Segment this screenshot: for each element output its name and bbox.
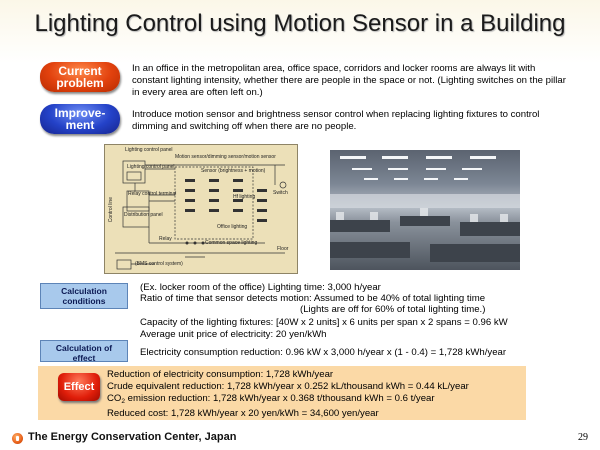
wiring-diagram [104,144,298,274]
diagram-common-space: Common space lighting [205,240,258,246]
ceiling-lights [340,156,496,180]
desks [330,216,520,262]
diagram-control-line: Control line [108,197,114,223]
improvement-label-2: ment [65,118,95,132]
improvement-label-1: Improve- [54,106,106,120]
eccj-logo-icon [12,433,23,444]
diagram-motion-sensor-title: Motion sensor/dimming sensor/motion sensor [175,154,276,160]
office-photo-drawing [330,150,520,270]
effect-line-2: Crude equivalent reduction: 1,728 kWh/year x 0.252 kL/thousand kWh = 0.44 kL/year [107,381,469,392]
calc-cond-label-1: Calculation [61,286,107,296]
effect-lines [107,369,469,420]
improvement-text: Introduce motion sensor and brightness sensor control when replacing lighting fixtures to control dimming and switching off when there are no people. [132,109,540,132]
calc-line-2: Ratio of time that sensor detects motion: Assumed to be 40% of total lighting time [140,293,486,304]
current-problem-text: In an office in the metropolitan area, office space, corridors and locker rooms are always lit with constant lighting intensity, whether there are people in the space or not. (Lighting switches on the pillar in every area are often left on.) [132,63,566,98]
page-number: 29 [578,432,588,443]
diagram-switch: Switch [273,190,288,196]
diagram-relay-terminal: Relay control terminal [128,191,177,197]
diagram-panel-inner: Lighting control panel [127,164,175,170]
effect-line-3 [107,393,469,408]
calc-effect-label-1: Calculation of [55,343,113,353]
diagram-lighting-control-panel: Lighting control panel [125,147,173,153]
calc-effect-text: Electricity consumption reduction: 0.96 kW x 3,000 h/year x (1 - 0.4) = 1,728 kWh/year [140,347,507,358]
effect-line-3b: emission reduction: 1,728 kWh/year x 0.368 t/thousand kWh = 0.6 t/year [125,393,435,404]
footer-org: The Energy Conservation Center, Japan [28,431,237,443]
calc-line-5: Average unit price of electricity: 20 yen/kWh [140,329,327,340]
diagram-office-lighting: Office lighting [217,224,248,230]
calculation-effect-label [40,340,128,362]
calc-cond-label-2: conditions [62,296,106,306]
diagram-sensor-legend: Sensor (brightness + motion) [201,168,266,174]
office-photo [330,150,520,270]
diagram-floor: Floor [277,246,289,252]
calc-line-3: (Lights are off for 60% of total lighting time.) [300,304,486,315]
improvement-badge [40,104,120,134]
effect-line-3-sub: 2 [121,398,126,405]
diagram-relay: Relay [159,236,172,242]
calc-line-1: (Ex. locker room of the office) Lighting time: 3,000 h/year [140,282,381,293]
diagram-hf-lighting: Hf lighting [233,194,256,200]
page-title: Lighting Control using Motion Sensor in a Building [34,10,566,37]
calculation-conditions-label [40,283,128,309]
effect-line-4: Reduced cost: 1,728 kWh/year x 20 yen/kWh = 34,600 yen/year [107,408,379,419]
light-fixtures [185,179,267,245]
calc-line-4: Capacity of the lighting fixtures: [40W x 2 units] x 6 units per span x 2 spans = 0.96 kW [140,317,508,328]
diagram-distribution-panel: Distribution panel [124,212,163,218]
current-problem-label-1: Current [58,64,102,78]
effect-line-3a: CO [107,393,122,404]
effect-badge: Effect [58,373,100,401]
current-problem-badge [40,62,120,92]
calc-effect-label-2: effect [72,353,96,363]
diagram-bms: (BMS control system) [135,261,183,267]
current-problem-label-2: problem [56,76,104,90]
effect-line-1: Reduction of electricity consumption: 1,728 kWh/year [107,369,334,380]
